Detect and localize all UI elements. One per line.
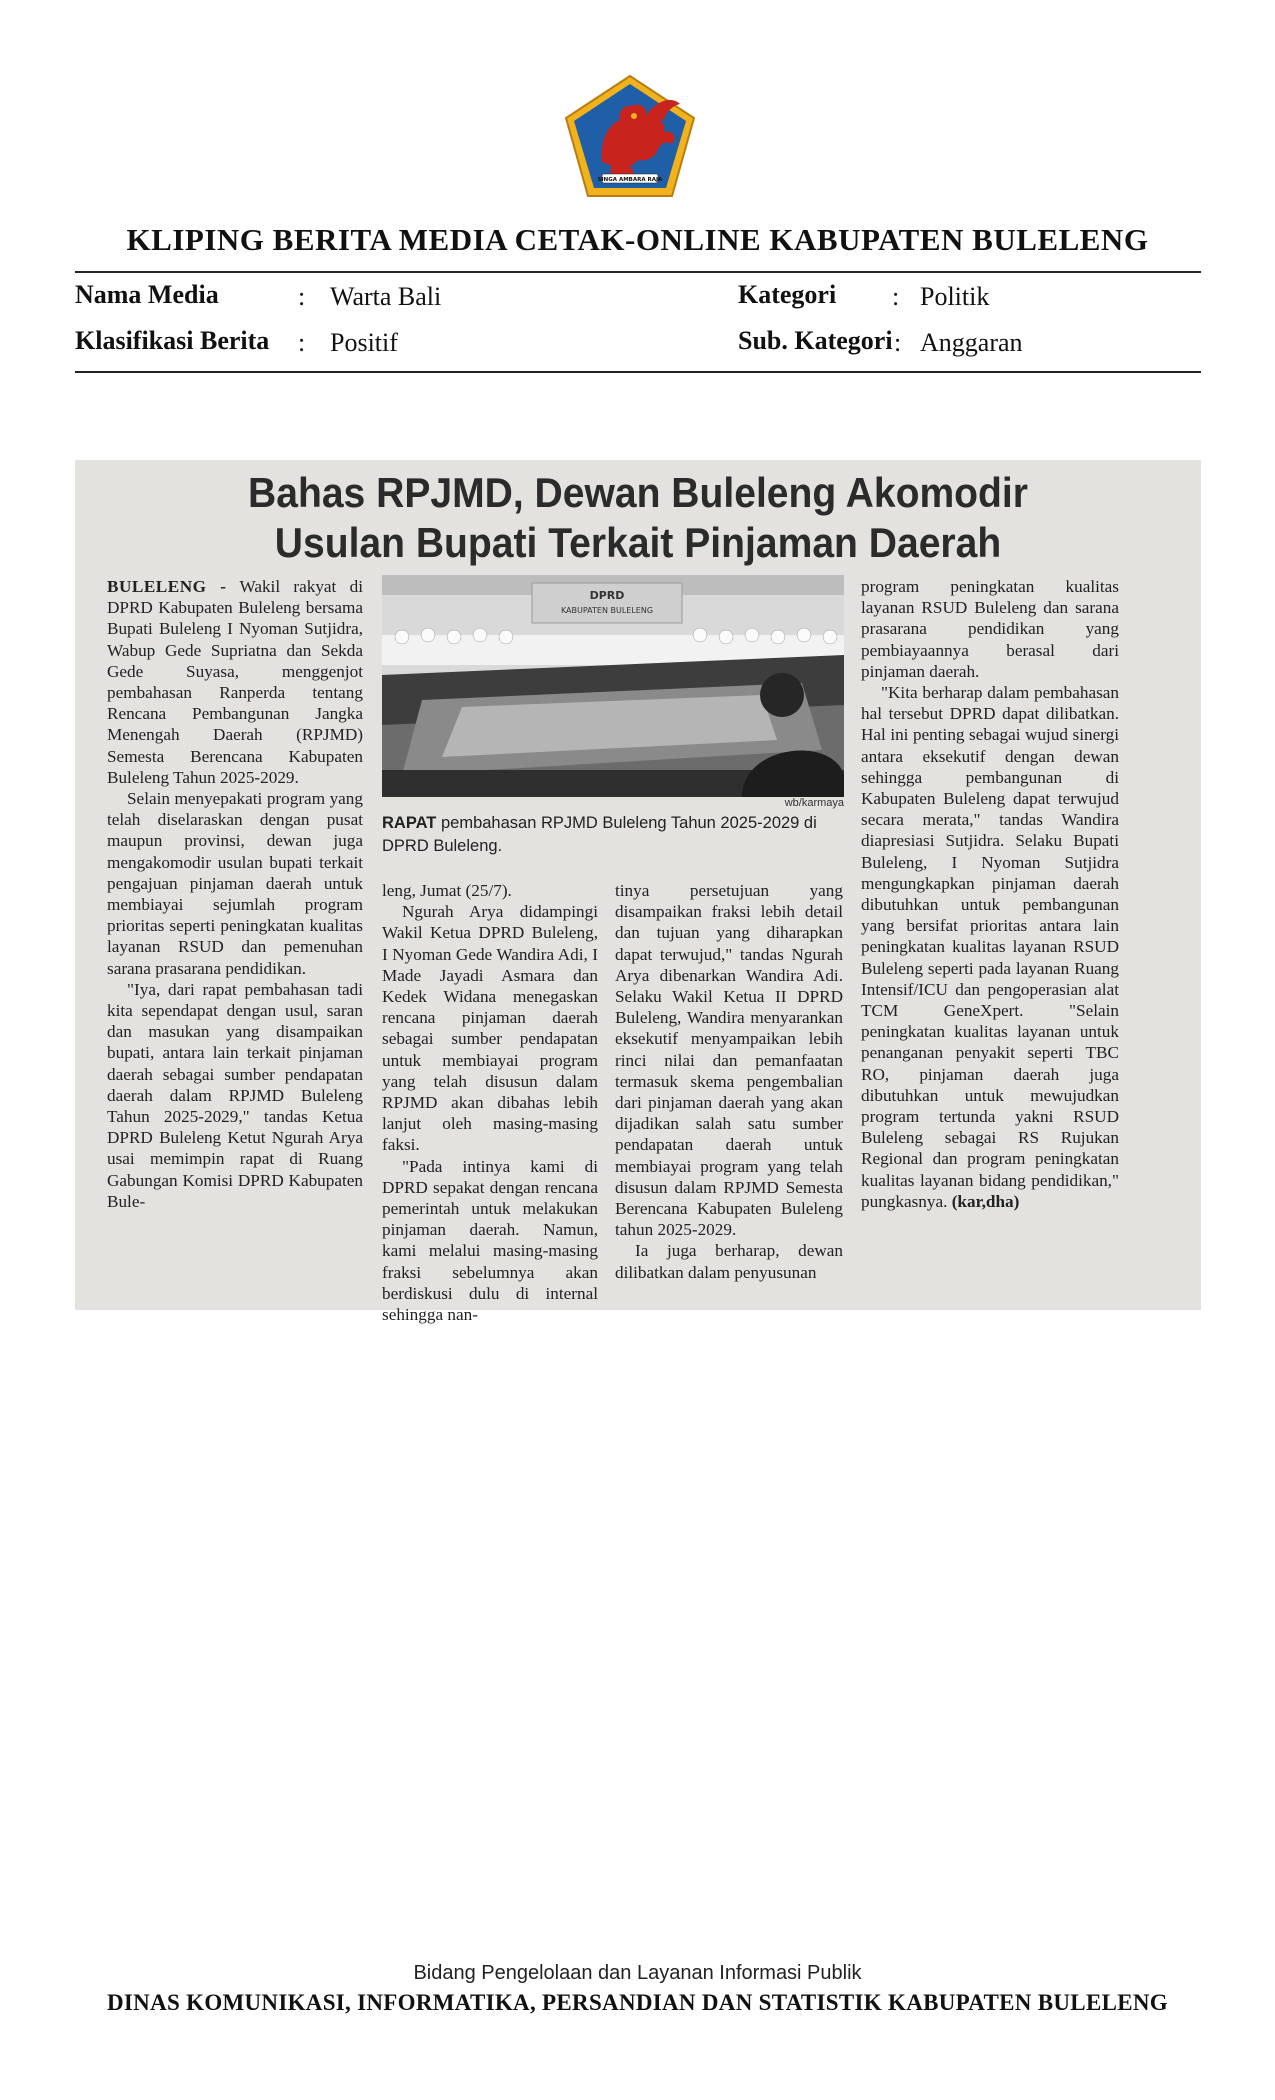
article-paragraph — [861, 682, 1119, 1212]
klasifikasi-label: Klasifikasi Berita — [75, 326, 270, 355]
meta-subkategori-value-wrap — [920, 328, 1023, 358]
media-value: Warta Bali — [330, 282, 442, 311]
sub-kategori-label: Sub. Kategori — [738, 326, 893, 355]
meta-kategori-row — [738, 280, 836, 310]
footer-division: Bidang Pengelolaan dan Layanan Informasi Publik — [413, 1962, 862, 1984]
article-column-2 — [382, 880, 598, 1325]
meta-kategori-value-wrap — [920, 282, 989, 312]
meta-klasifikasi-sep — [298, 328, 305, 358]
article-column-3 — [615, 880, 843, 1283]
article-paragraph: "Iya, dari rapat pembahasan tadi kita sependapat dengan usul, saran dan masukan yang disampaikan bupati, antara lain terkait pinjaman daerah sebagai sumber pendapatan daerah dalam RPJMD Buleleng Tahun 2025-2029," tandas Ketua DPRD Buleleng Ketut Ngurah Arya usai memimpin rapat di Ruang Gabungan Komisi DPRD Kabupaten Bule- — [107, 979, 363, 1211]
article-column-1 — [107, 576, 363, 1212]
article-column-4 — [861, 576, 1119, 1212]
media-label: Nama Media — [75, 280, 219, 309]
author-signoff: (kar,dha) — [951, 1191, 1020, 1211]
headline-line-2: Usulan Bupati Terkait Pinjaman Daerah — [274, 519, 1002, 566]
paragraph-text: "Kita berharap dalam pembahasan hal tersebut DPRD dapat dilibatkan. Hal ini penting sebagai wujud sinergi antara eksekutif dengan dewan sehingga pembangunan di Kabupaten Buleleng dapat terwujud secara merata," tandas Wandira diapresiasi Sutjidra. Selaku Bupati Buleleng, I Nyoman Sutjidra mengungkapkan pinjaman daerah dibutuhkan untuk pembangunan yang bersifat prioritas antara lain peningkatan kualitas layanan RSUD Buleleng seperti pada layanan Ruang Intensif/ICU dan pengoperasian alat TCM GeneXpert. "Selain peningkatan kualitas layanan untuk penanganan penyakit seperti TBC RO, pinjaman daerah juga dibutuhkan untuk mewujudkan program tertunda yakni RSUD Buleleng sebagai RS Rujukan Regional dan program peningkatan kualitas layanan bidang pendidikan," pungkasnya. — [861, 683, 1119, 1211]
page-title: KLIPING BERITA MEDIA CETAK-ONLINE KABUPATEN BULELENG — [126, 222, 1149, 257]
top-divider — [75, 271, 1201, 273]
article-paragraph: Ia juga berharap, dewan dilibatkan dalam penyusunan — [615, 1241, 843, 1282]
meta-kategori-sep — [892, 282, 899, 312]
kategori-label: Kategori — [738, 280, 837, 309]
separator: : — [298, 282, 306, 311]
separator: : — [892, 282, 900, 311]
meta-divider — [75, 371, 1201, 373]
paragraph-text: Wakil rakyat di DPRD Kabupaten Buleleng bersama Bupati Buleleng I Nyoman Sutjidra, Wabup Gede Supriatna dan Sekda Gede Suyasa, menggenjot pembahasan Ranperda tentang Rencana Pembangunan Jangka Menengah Daerah (RPJMD) Semesta Berencana Kabupaten Buleleng Tahun 2025-2029. — [107, 577, 363, 787]
meta-subkategori-row — [738, 326, 893, 356]
article-paragraph: program peningkatan kualitas layanan RSUD Buleleng dan sarana prasarana pendidikan yang pembiayaannya berasal dari pinjaman daerah. — [861, 577, 1119, 681]
article-paragraph: Ngurah Arya didampingi Wakil Ketua DPRD Buleleng, I Nyoman Gede Wandira Adi, I Made Jayadi Asmara dan Kedek Widana menegaskan rencana pinjaman daerah sebagai sumber pendapatan untuk membiayai program yang telah disusun dalam RPJMD akan dibahas lebih lanjut oleh masing-masing faksi. — [382, 902, 598, 1155]
article-paragraph: leng, Jumat (25/7). — [382, 881, 512, 900]
dateline: BULELENG - — [107, 577, 227, 596]
logo-motto: SINGA AMBARA RAJA — [597, 177, 663, 183]
photo-banner-title: DPRD — [589, 589, 625, 602]
footer-agency: DINAS KOMUNIKASI, INFORMATIKA, PERSANDIAN DAN STATISTIK KABUPATEN BULELENG — [107, 1990, 1168, 2015]
article-paragraph: "Pada intinya kami di DPRD sepakat dengan rencana pemerintah untuk melakukan pinjaman daerah. Namun, kami melalui masing-masing fraksi sebelumnya akan berdiskusi dulu di internal sehingga nan- — [382, 1156, 598, 1325]
photo-credit: wb/karmaya — [784, 797, 844, 809]
meta-klasifikasi-value-wrap — [330, 328, 398, 358]
kategori-value: Politik — [920, 282, 990, 311]
article-paragraph — [107, 576, 363, 788]
caption-text: pembahasan RPJMD Buleleng Tahun 2025-2029 di DPRD Buleleng. — [382, 814, 817, 855]
klasifikasi-value: Positif — [330, 328, 398, 357]
photo-banner-subtitle: KABUPATEN BULELENG — [560, 606, 654, 615]
headline-line-1: Bahas RPJMD, Dewan Buleleng Akomodir — [248, 469, 1028, 516]
article-paragraph: tinya persetujuan yang disampaikan fraksi lebih detail dan tujuan yang diharapkan dapat terwujud," tandas Ngurah Arya dibenarkan Wandira Adi. Selaku Wakil Ketua II DPRD Buleleng, Wandira menyarankan eksekutif menyampaikan lebih rinci nilai dan pemanfaatan termasuk skema pengembalian dari pinjaman daerah yang akan dijadikan salah satu sumber pendapatan daerah untuk membiayai program yang telah disusun dalam RPJMD Semesta Berencana Kabupaten Buleleng tahun 2025-2029. — [615, 881, 843, 1240]
article-paragraph: Selain menyepakati program yang telah diselaraskan dengan pusat maupun provinsi, dewan juga mengakomodir usulan bupati terkait pengajuan pinjaman daerah untuk membiayai sejumlah program prioritas seperti peningkatan kualitas layanan RSUD dan pemenuhan sarana prasarana pendidikan. — [107, 789, 363, 978]
meta-klasifikasi-row — [75, 326, 269, 356]
meta-media-value-wrap — [330, 282, 441, 312]
meta-media-row — [75, 280, 219, 310]
meta-media-sep — [298, 282, 305, 312]
meeting-photo — [382, 575, 844, 797]
photo-caption — [382, 812, 852, 858]
caption-lead: RAPAT — [382, 814, 437, 832]
separator: : — [894, 328, 902, 357]
news-clipping — [75, 460, 1201, 1325]
meta-subkategori-sep — [894, 328, 901, 358]
sub-kategori-value: Anggaran — [920, 328, 1023, 357]
separator: : — [298, 328, 306, 357]
buleleng-regency-logo — [562, 74, 698, 200]
